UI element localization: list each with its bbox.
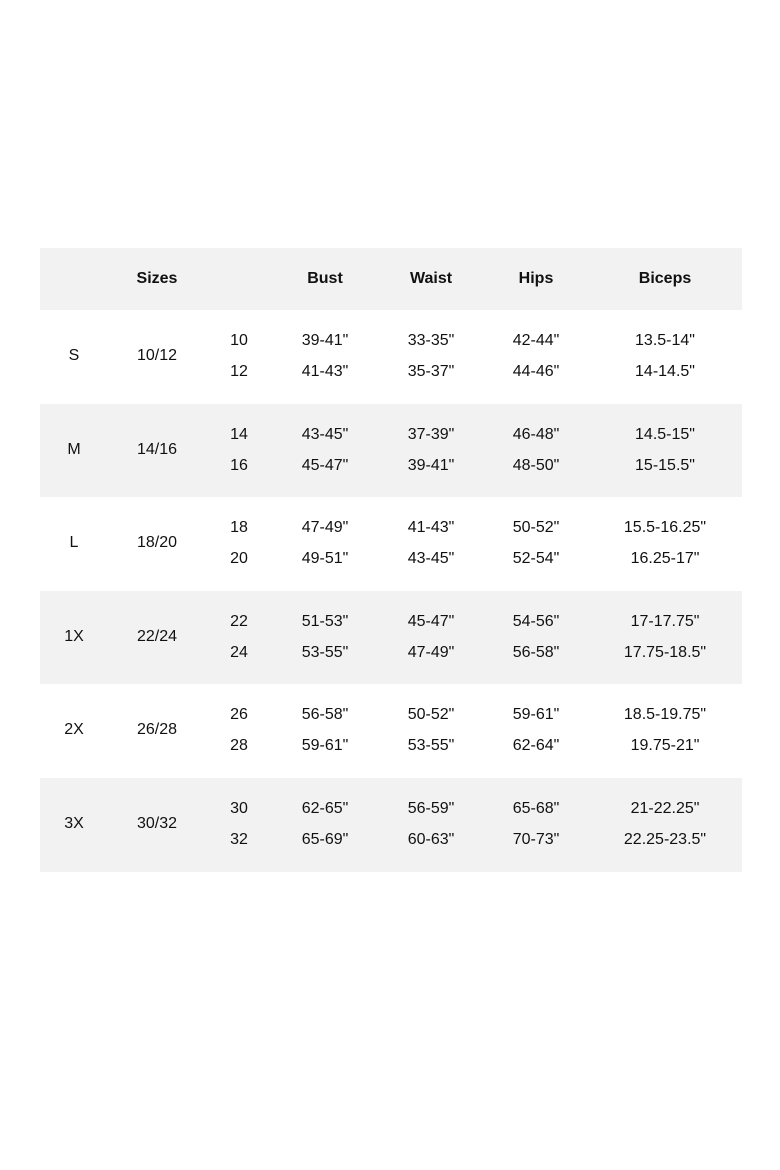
size-number: 24 <box>230 643 248 661</box>
size-chart <box>40 248 742 872</box>
bust-value: 41-43" <box>301 363 349 380</box>
header-biceps: Biceps <box>638 270 692 287</box>
size-number: 18 <box>230 519 248 537</box>
hips-value: 59-61" <box>512 706 560 724</box>
waist-value: 37-39" <box>407 425 455 443</box>
size-row-1x <box>40 591 742 685</box>
biceps-value: 17-17.75" <box>630 612 700 630</box>
size-label: S <box>68 347 80 364</box>
size-number: 32 <box>230 830 248 848</box>
hips-value: 65-68" <box>512 799 560 817</box>
header-hips: Hips <box>518 270 554 287</box>
size-label: M <box>67 440 81 458</box>
bust-value: 53-55" <box>301 643 349 661</box>
biceps-value: 22.25-23.5" <box>623 830 707 848</box>
waist-value: 60-63" <box>407 830 455 848</box>
biceps-value: 15-15.5" <box>635 456 695 474</box>
waist-value: 50-52" <box>407 706 455 724</box>
hips-value: 42-44" <box>512 332 560 349</box>
size-range: 18/20 <box>136 534 178 552</box>
size-label: L <box>69 534 79 552</box>
hips-value: 56-58" <box>512 643 560 661</box>
size-range: 22/24 <box>136 627 178 645</box>
waist-value: 41-43" <box>407 519 455 537</box>
biceps-value: 18.5-19.75" <box>623 706 707 724</box>
waist-value: 56-59" <box>407 799 455 817</box>
waist-value: 47-49" <box>407 643 455 661</box>
hips-value: 52-54" <box>512 550 560 568</box>
header-waist: Waist <box>409 270 453 287</box>
size-range: 26/28 <box>136 721 178 739</box>
hips-value: 44-46" <box>512 363 560 380</box>
hips-value: 70-73" <box>512 830 560 848</box>
biceps-value: 14-14.5" <box>635 363 695 380</box>
hips-value: 48-50" <box>512 456 560 474</box>
size-row-s <box>40 310 742 404</box>
bust-value: 43-45" <box>301 425 349 443</box>
size-range: 30/32 <box>136 814 178 832</box>
biceps-value: 13.5-14" <box>635 332 695 349</box>
hips-value: 50-52" <box>512 519 560 537</box>
size-range: 10/12 <box>136 347 178 364</box>
biceps-value: 15.5-16.25" <box>623 519 707 537</box>
bust-value: 39-41" <box>301 332 349 349</box>
bust-value: 45-47" <box>301 456 349 474</box>
hips-value: 62-64" <box>512 737 560 755</box>
size-number: 30 <box>230 799 248 817</box>
waist-value: 45-47" <box>407 612 455 630</box>
bust-value: 49-51" <box>301 550 349 568</box>
waist-value: 35-37" <box>407 363 455 380</box>
waist-value: 43-45" <box>407 550 455 568</box>
waist-value: 33-35" <box>407 332 455 349</box>
size-number: 22 <box>230 612 248 630</box>
header-sizes: Sizes <box>136 270 178 287</box>
size-number: 16 <box>230 456 248 474</box>
biceps-value: 16.25-17" <box>630 550 700 568</box>
bust-value: 62-65" <box>301 799 349 817</box>
waist-value: 53-55" <box>407 737 455 755</box>
bust-value: 65-69" <box>301 830 349 848</box>
size-number: 12 <box>230 363 248 380</box>
header-bust: Bust <box>307 270 343 287</box>
size-row-m <box>40 404 742 498</box>
hips-value: 46-48" <box>512 425 560 443</box>
biceps-value: 14.5-15" <box>635 425 695 443</box>
size-label: 1X <box>64 627 84 645</box>
size-row-3x <box>40 778 742 872</box>
size-number: 26 <box>230 706 248 724</box>
bust-value: 59-61" <box>301 737 349 755</box>
size-number: 20 <box>230 550 248 568</box>
size-number: 14 <box>230 425 248 443</box>
size-number: 28 <box>230 737 248 755</box>
size-row-2x <box>40 684 742 778</box>
size-range: 14/16 <box>136 440 178 458</box>
biceps-value: 21-22.25" <box>630 799 700 817</box>
hips-value: 54-56" <box>512 612 560 630</box>
waist-value: 39-41" <box>407 456 455 474</box>
bust-value: 47-49" <box>301 519 349 537</box>
size-chart-header <box>40 248 742 310</box>
size-row-l <box>40 497 742 591</box>
biceps-value: 19.75-21" <box>630 737 700 755</box>
biceps-value: 17.75-18.5" <box>623 643 707 661</box>
size-label: 2X <box>64 721 84 739</box>
size-label: 3X <box>64 814 84 832</box>
size-number: 10 <box>230 332 248 349</box>
bust-value: 56-58" <box>301 706 349 724</box>
bust-value: 51-53" <box>301 612 349 630</box>
